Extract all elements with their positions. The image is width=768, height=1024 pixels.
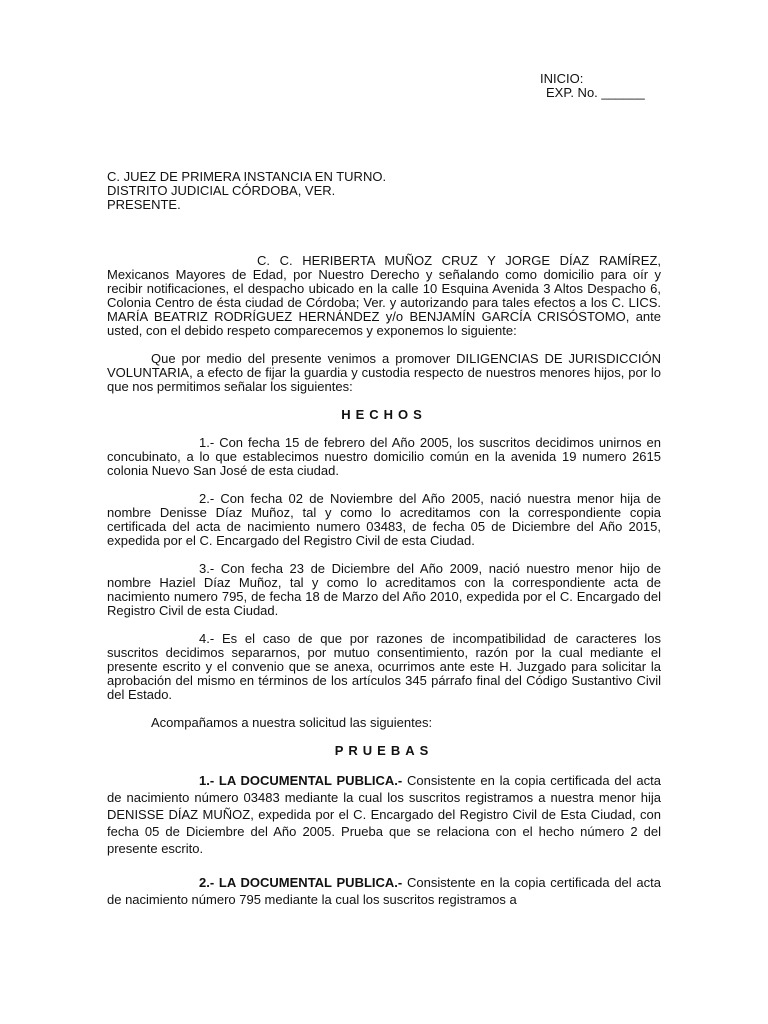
addressee-line-2: DISTRITO JUDICIAL CÓRDOBA, VER. xyxy=(107,183,336,198)
addressee-line-1: C. JUEZ DE PRIMERA INSTANCIA EN TURNO. xyxy=(107,169,387,184)
document-body xyxy=(107,254,661,908)
hechos-heading: HECHOS xyxy=(341,407,427,422)
file-header xyxy=(540,72,645,100)
pruebas-heading: PRUEBAS xyxy=(334,743,434,758)
hecho-3: 3.- Con fecha 23 de Diciembre del Año 2009, nació nuestro menor hijo de nombre Haziel Díaz Muñoz, tal y como lo acreditamos con la correspondiente acta de nacimiento numero 795, de fecha 18 de Marzo del Año 2010, expedida por el C. Encargado del Registro Civil de esta Ciudad. xyxy=(107,561,661,618)
intro-paragraph: C. C. HERIBERTA MUÑOZ CRUZ Y JORGE DÍAZ RAMÍREZ, Mexicanos Mayores de Edad, por Nuestro Derecho y señalando como domicilio para oír y recibir notificaciones, el despacho ubicado en la calle 10 Esquina Avenida 3 Altos Despacho 6, Colonia Centro de ésta ciudad de Córdoba; Ver. y autorizando para tales efectos a los C. LICS. MARÍA BEATRIZ RODRÍGUEZ HERNÁNDEZ y/o BENJAMÍN GARCÍA CRISÓSTOMO, ante usted, con el debido respeto comparecemos y exponemos lo siguiente: xyxy=(107,253,661,338)
purpose-paragraph: Que por medio del presente venimos a promover DILIGENCIAS DE JURISDICCIÓN VOLUNTARIA, a efecto de fijar la guardia y custodia respecto de nuestros menores hijos, por lo que nos permitimos señalar los siguientes: xyxy=(107,351,661,394)
hecho-4: 4.- Es el caso de que por razones de incompatibilidad de caracteres los suscritos decidimos separarnos, por mutuo consentimiento, razón por la cual mediante el presente escrito y el convenio que se anexa, ocurrimos ante este H. Juzgado para solicitar la aprobación del mismo en términos de los artículos 345 párrafo final del Código Sustantivo Civil del Estado. xyxy=(107,631,661,702)
acompanamos-paragraph: Acompañamos a nuestra solicitud las siguientes: xyxy=(151,715,433,730)
prueba-2-heading: 2.- LA DOCUMENTAL PUBLICA.- xyxy=(199,875,403,890)
addressee-line-3: PRESENTE. xyxy=(107,197,181,212)
prueba-1-text: Consistente en la copia certificada del acta de nacimiento número 03483 mediante la cual los suscritos registramos a nuestra menor hija DENISSE DÍAZ MUÑOZ, expedida por el C. Encargado del Registro Civil de Esta Ciudad, con fecha 05 de Diciembre del Año 2005. Prueba que se relaciona con el hecho número 2 del presente escrito. xyxy=(107,773,661,856)
hecho-1: 1.- Con fecha 15 de febrero del Año 2005, los suscritos decidimos unirnos en concubinato, a lo que establecimos nuestro domicilio común en la avenida 19 numero 2615 colonia Nuevo San José de esta ciudad. xyxy=(107,435,661,478)
prueba-2 xyxy=(107,874,661,908)
prueba-1 xyxy=(107,772,661,857)
addressee-block xyxy=(107,170,386,212)
hecho-2: 2.- Con fecha 02 de Noviembre del Año 2005, nació nuestra menor hija de nombre Denisse Díaz Muñoz, tal y como lo acreditamos con la correspondiente copia certificada del acta de nacimiento numero 03483, de fecha 05 de Diciembre del Año 2015, expedida por el C. Encargado del Registro Civil de esta Ciudad. xyxy=(107,491,661,548)
expediente-number: EXP. No. ______ xyxy=(546,85,645,100)
prueba-1-heading: 1.- LA DOCUMENTAL PUBLICA.- xyxy=(199,773,403,788)
inicio-label: INICIO: xyxy=(540,71,584,86)
prueba-2-text: Consistente en la copia certificada del acta de nacimiento número 795 mediante la cual los suscritos registramos a xyxy=(107,875,661,907)
